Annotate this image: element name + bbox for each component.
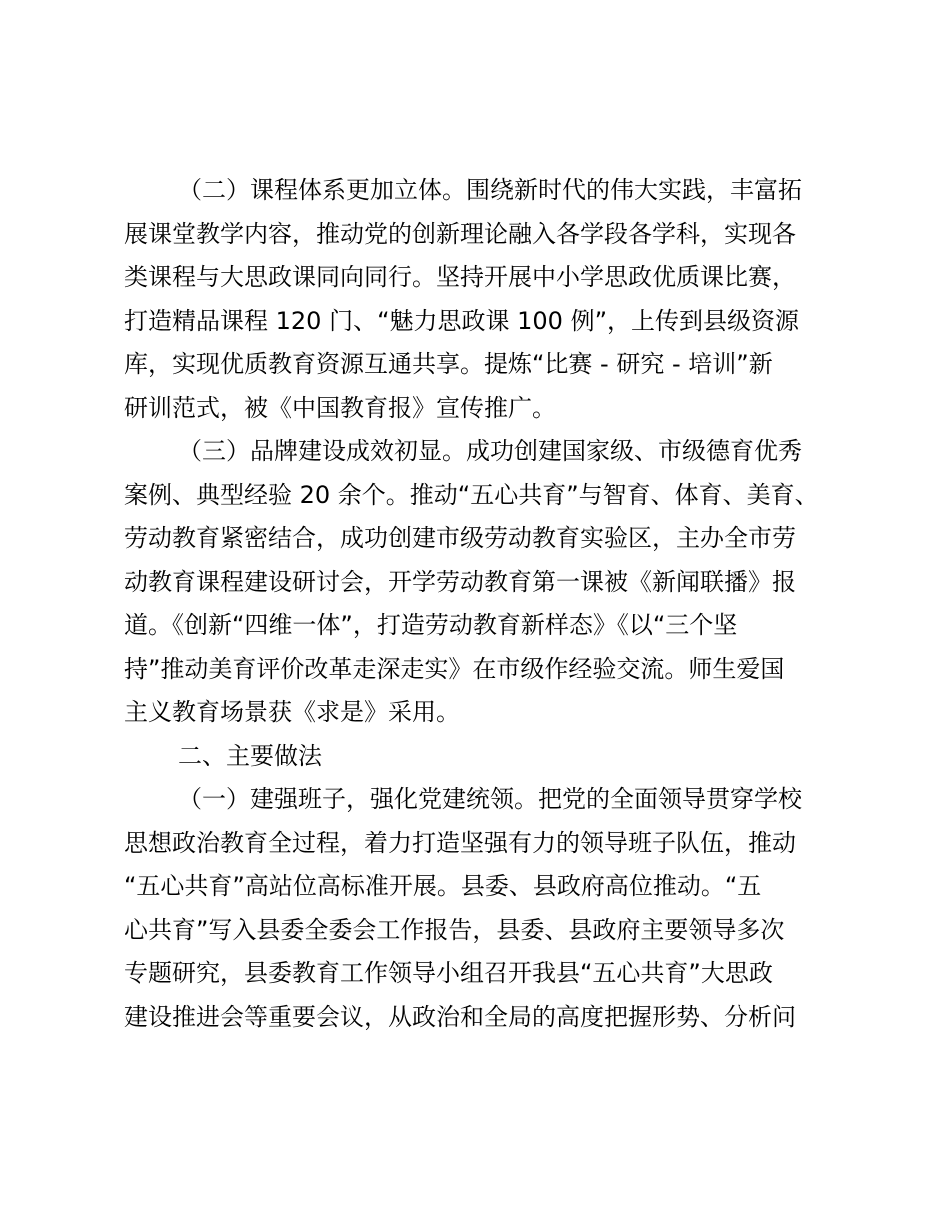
- paragraph-line: （一）建强班子，强化党建统领。把党的全面领导贯穿学校: [178, 785, 802, 813]
- paragraph-line: （三）品牌建设成效初显。成功创建国家级、市级德育优秀: [178, 437, 802, 465]
- paragraph-line: 劳动教育紧密结合，成功创建市级劳动教育实验区，主办全市劳: [124, 524, 796, 552]
- paragraph-line: 动教育课程建设研讨会，开学劳动教育第一课被《新闻联播》报: [124, 568, 796, 596]
- paragraph-line: 建设推进会等重要会议，从政治和全局的高度把握形势、分析问: [124, 1003, 796, 1031]
- paragraph-line: 研训范式，被《中国教育报》宣传推广。: [124, 394, 556, 422]
- paragraph-line: 道。《创新“四维一体”，打造劳动教育新样态》《以“三个坚: [124, 611, 738, 639]
- section-heading: 二、主要做法: [178, 742, 322, 770]
- paragraph-line: 主义教育场景获《求是》采用。: [124, 698, 460, 726]
- paragraph-line: 展课堂教学内容，推动党的创新理论融入各学段各学科，实现各: [124, 220, 796, 248]
- paragraph-line: 专题研究，县委教育工作领导小组召开我县“五心共育”大思政: [124, 959, 773, 987]
- paragraph-line: 心共育”写入县委全委会工作报告，县委、县政府主要领导多次: [124, 916, 785, 944]
- paragraph-line: （二）课程体系更加立体。围绕新时代的伟大实践，丰富拓: [178, 176, 802, 204]
- paragraph-line: 库，实现优质教育资源互通共享。提炼“比赛 - 研究 - 培训”新: [124, 350, 773, 378]
- paragraph-line: “五心共育”高站位高标准开展。县委、县政府高位推动。“五: [124, 872, 762, 900]
- paragraph-line: 持”推动美育评价改革走深走实》在市级作经验交流。师生爱国: [124, 655, 785, 683]
- paragraph-line: 类课程与大思政课同向同行。坚持开展中小学思政优质课比赛，: [124, 263, 796, 291]
- paragraph-line: 打造精品课程 120 门、“魅力思政课 100 例”，上传到县级资源: [124, 307, 799, 335]
- paragraph-line: 案例、典型经验 20 余个。推动“五心共育”与智育、体育、美育、: [124, 481, 819, 509]
- paragraph-line: 思想政治教育全过程，着力打造坚强有力的领导班子队伍，推动: [124, 829, 796, 857]
